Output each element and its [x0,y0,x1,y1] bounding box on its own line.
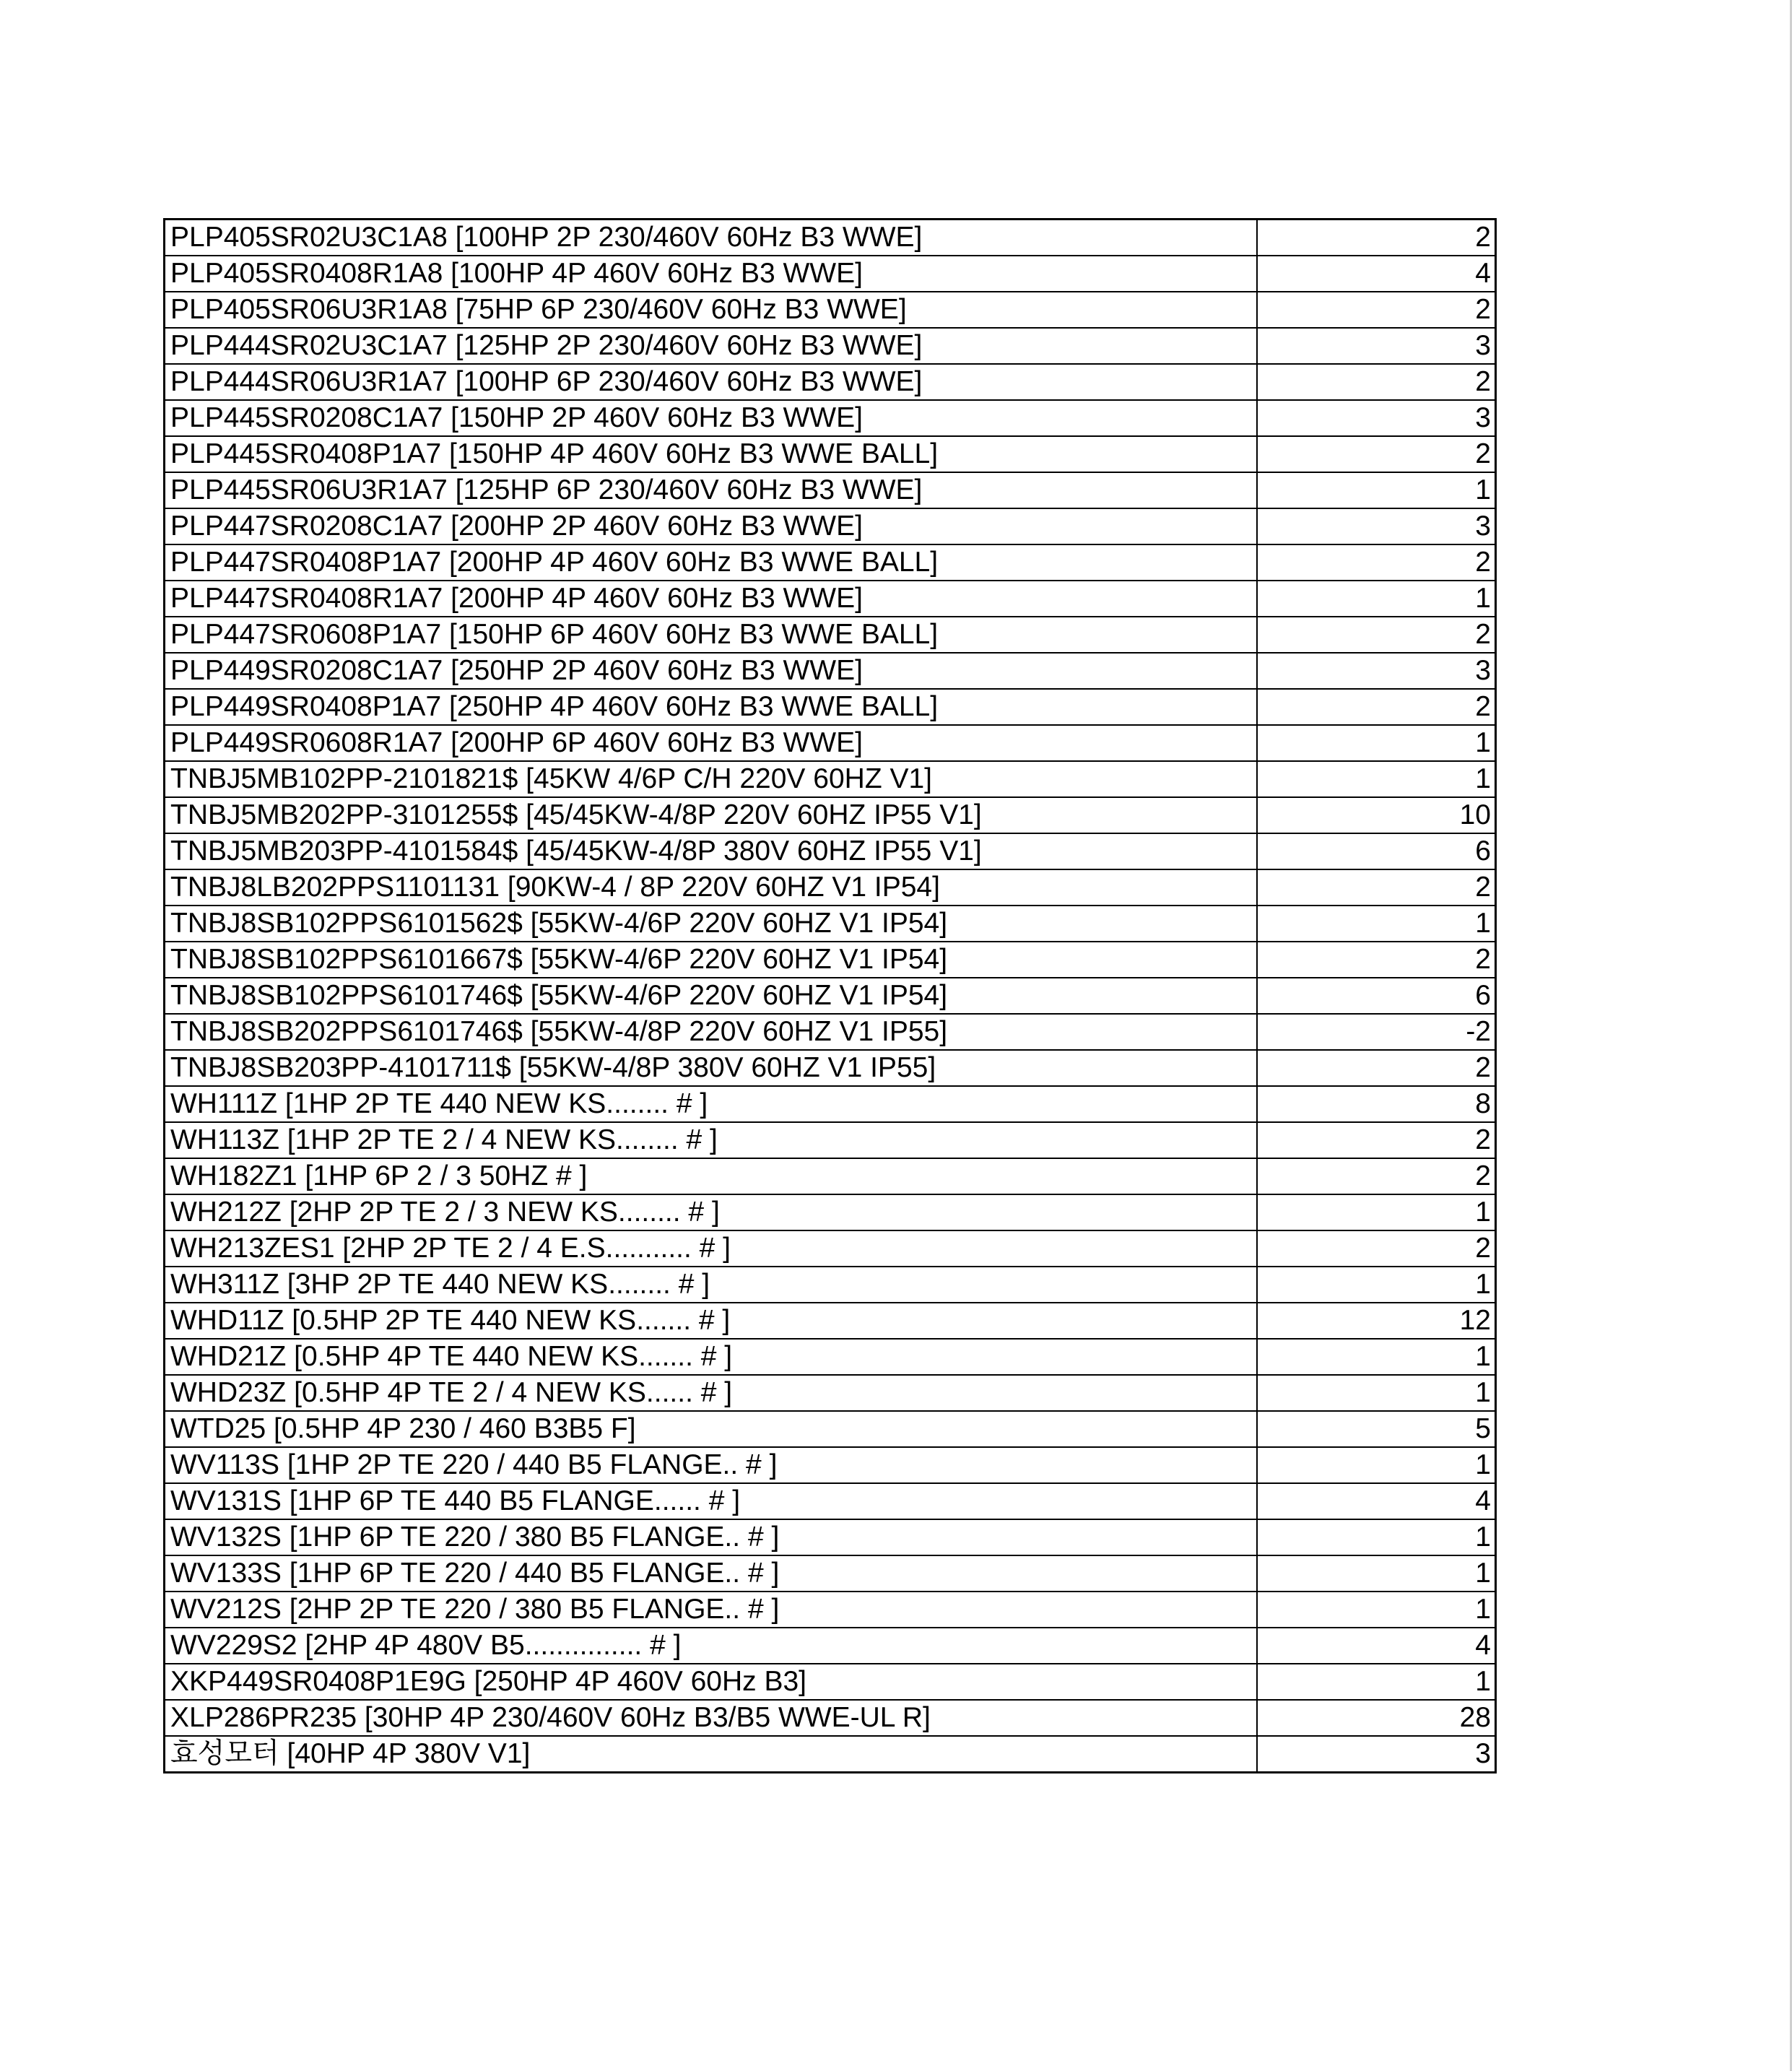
quantity-cell: 2 [1257,544,1496,581]
table-row [165,1303,1496,1339]
item-description-cell: WV131S [1HP 6P TE 440 B5 FLANGE...... # ] [165,1483,1258,1519]
table-row [165,725,1496,761]
item-description-cell: PLP449SR0608R1A7 [200HP 6P 460V 60Hz B3 WWE] [165,725,1258,761]
item-description-cell: WHD23Z [0.5HP 4P TE 2 / 4 NEW KS...... # ] [165,1375,1258,1411]
table-row [165,1447,1496,1483]
item-description-cell: TNBJ8SB202PPS6101746$ [55KW-4/8P 220V 60HZ V1 IP55] [165,1014,1258,1050]
table-row [165,1158,1496,1194]
item-description-cell: PLP405SR0408R1A8 [100HP 4P 460V 60Hz B3 WWE] [165,256,1258,292]
quantity-cell: 3 [1257,1736,1496,1773]
quantity-cell: 4 [1257,256,1496,292]
quantity-cell: 6 [1257,833,1496,869]
table-row [165,1519,1496,1555]
quantity-cell: 2 [1257,1230,1496,1267]
item-description-cell: WV229S2 [2HP 4P 480V B5............... # ] [165,1628,1258,1664]
table-row [165,544,1496,581]
item-description-cell: WTD25 [0.5HP 4P 230 / 460 B3B5 F] [165,1411,1258,1447]
item-description-cell: PLP449SR0208C1A7 [250HP 2P 460V 60Hz B3 WWE] [165,653,1258,689]
item-description-cell: PLP447SR0608P1A7 [150HP 6P 460V 60Hz B3 WWE BALL] [165,617,1258,653]
item-description-cell: TNBJ5MB202PP-3101255$ [45/45KW-4/8P 220V 60HZ IP55 V1] [165,797,1258,833]
table-row [165,906,1496,942]
item-description-cell: TNBJ8SB102PPS6101667$ [55KW-4/6P 220V 60HZ V1 IP54] [165,942,1258,978]
quantity-cell: 2 [1257,292,1496,328]
table-row [165,1050,1496,1086]
table-row [165,1664,1496,1700]
item-description-cell: WH311Z [3HP 2P TE 440 NEW KS........ # ] [165,1267,1258,1303]
quantity-cell: 4 [1257,1483,1496,1519]
quantity-cell: 2 [1257,436,1496,472]
table-row [165,1483,1496,1519]
quantity-cell: 6 [1257,978,1496,1014]
table-row [165,1411,1496,1447]
quantity-cell: 2 [1257,364,1496,400]
table-row [165,1736,1496,1773]
quantity-cell: 5 [1257,1411,1496,1447]
quantity-cell: -2 [1257,1014,1496,1050]
quantity-cell: 1 [1257,1447,1496,1483]
table-row [165,256,1496,292]
item-description-cell: PLP445SR06U3R1A7 [125HP 6P 230/460V 60Hz B3 WWE] [165,472,1258,508]
quantity-cell: 1 [1257,1555,1496,1592]
table-row [165,761,1496,797]
inventory-table-body [165,220,1496,1773]
quantity-cell: 28 [1257,1700,1496,1736]
item-description-cell: WH111Z [1HP 2P TE 440 NEW KS........ # ] [165,1086,1258,1122]
item-description-cell: PLP444SR06U3R1A7 [100HP 6P 230/460V 60Hz B3 WWE] [165,364,1258,400]
quantity-cell: 10 [1257,797,1496,833]
table-row [165,581,1496,617]
table-row [165,797,1496,833]
item-description-cell: WV132S [1HP 6P TE 220 / 380 B5 FLANGE.. # ] [165,1519,1258,1555]
item-description-cell: TNBJ8LB202PPS1101131 [90KW-4 / 8P 220V 60HZ V1 IP54] [165,869,1258,906]
item-description-cell: PLP449SR0408P1A7 [250HP 4P 460V 60Hz B3 WWE BALL] [165,689,1258,725]
item-description-cell: PLP405SR06U3R1A8 [75HP 6P 230/460V 60Hz B3 WWE] [165,292,1258,328]
item-description-cell: PLP445SR0408P1A7 [150HP 4P 460V 60Hz B3 WWE BALL] [165,436,1258,472]
quantity-cell: 8 [1257,1086,1496,1122]
item-description-cell: TNBJ5MB203PP-4101584$ [45/45KW-4/8P 380V 60HZ IP55 V1] [165,833,1258,869]
item-description-cell: PLP447SR0408P1A7 [200HP 4P 460V 60Hz B3 WWE BALL] [165,544,1258,581]
item-description-cell: WH212Z [2HP 2P TE 2 / 3 NEW KS........ # ] [165,1194,1258,1230]
quantity-cell: 12 [1257,1303,1496,1339]
table-row [165,436,1496,472]
item-description-cell: WV113S [1HP 2P TE 220 / 440 B5 FLANGE.. # ] [165,1447,1258,1483]
quantity-cell: 2 [1257,869,1496,906]
table-row [165,1555,1496,1592]
table-row [165,1014,1496,1050]
quantity-cell: 2 [1257,220,1496,256]
quantity-cell: 1 [1257,1194,1496,1230]
quantity-cell: 1 [1257,761,1496,797]
quantity-cell: 4 [1257,1628,1496,1664]
item-description-cell: PLP444SR02U3C1A7 [125HP 2P 230/460V 60Hz B3 WWE] [165,328,1258,364]
table-row [165,364,1496,400]
quantity-cell: 1 [1257,581,1496,617]
quantity-cell: 1 [1257,472,1496,508]
item-description-cell: WH113Z [1HP 2P TE 2 / 4 NEW KS........ # ] [165,1122,1258,1158]
item-description-cell: XLP286PR235 [30HP 4P 230/460V 60Hz B3/B5 WWE-UL R] [165,1700,1258,1736]
item-description-cell: WH213ZES1 [2HP 2P TE 2 / 4 E.S........... # ] [165,1230,1258,1267]
quantity-cell: 3 [1257,400,1496,436]
table-row [165,328,1496,364]
quantity-cell: 2 [1257,1050,1496,1086]
quantity-cell: 1 [1257,1339,1496,1375]
quantity-cell: 2 [1257,689,1496,725]
item-description-cell: WV133S [1HP 6P TE 220 / 440 B5 FLANGE.. # ] [165,1555,1258,1592]
quantity-cell: 1 [1257,906,1496,942]
table-row [165,508,1496,544]
table-row [165,1592,1496,1628]
table-row [165,220,1496,256]
table-row [165,292,1496,328]
item-description-cell: WHD11Z [0.5HP 2P TE 440 NEW KS....... # ] [165,1303,1258,1339]
item-description-cell: PLP447SR0208C1A7 [200HP 2P 460V 60Hz B3 WWE] [165,508,1258,544]
table-row [165,1230,1496,1267]
item-description-cell: PLP447SR0408R1A7 [200HP 4P 460V 60Hz B3 WWE] [165,581,1258,617]
item-description-cell: 효성모터 [40HP 4P 380V V1] [165,1736,1258,1773]
table-row [165,1628,1496,1664]
item-description-cell: TNBJ5MB102PP-2101821$ [45KW 4/6P C/H 220V 60HZ V1] [165,761,1258,797]
quantity-cell: 1 [1257,1375,1496,1411]
table-row [165,1267,1496,1303]
quantity-cell: 3 [1257,328,1496,364]
quantity-cell: 1 [1257,1664,1496,1700]
table-row [165,400,1496,436]
item-description-cell: TNBJ8SB102PPS6101746$ [55KW-4/6P 220V 60HZ V1 IP54] [165,978,1258,1014]
inventory-table [163,218,1497,1773]
table-row [165,942,1496,978]
item-description-cell: TNBJ8SB203PP-4101711$ [55KW-4/8P 380V 60HZ V1 IP55] [165,1050,1258,1086]
quantity-cell: 2 [1257,1158,1496,1194]
table-row [165,1375,1496,1411]
table-row [165,689,1496,725]
table-row [165,653,1496,689]
item-description-cell: WH182Z1 [1HP 6P 2 / 3 50HZ # ] [165,1158,1258,1194]
table-row [165,1122,1496,1158]
quantity-cell: 2 [1257,1122,1496,1158]
table-row [165,1086,1496,1122]
quantity-cell: 3 [1257,508,1496,544]
item-description-cell: XKP449SR0408P1E9G [250HP 4P 460V 60Hz B3] [165,1664,1258,1700]
table-row [165,1194,1496,1230]
item-description-cell: TNBJ8SB102PPS6101562$ [55KW-4/6P 220V 60HZ V1 IP54] [165,906,1258,942]
item-description-cell: WV212S [2HP 2P TE 220 / 380 B5 FLANGE.. # ] [165,1592,1258,1628]
table-row [165,978,1496,1014]
quantity-cell: 1 [1257,1267,1496,1303]
table-row [165,472,1496,508]
table-row [165,1339,1496,1375]
table-row [165,833,1496,869]
item-description-cell: PLP445SR0208C1A7 [150HP 2P 460V 60Hz B3 WWE] [165,400,1258,436]
table-row [165,869,1496,906]
quantity-cell: 1 [1257,725,1496,761]
quantity-cell: 2 [1257,942,1496,978]
item-description-cell: WHD21Z [0.5HP 4P TE 440 NEW KS....... # ] [165,1339,1258,1375]
quantity-cell: 3 [1257,653,1496,689]
quantity-cell: 2 [1257,617,1496,653]
quantity-cell: 1 [1257,1519,1496,1555]
table-row [165,1700,1496,1736]
table-row [165,617,1496,653]
item-description-cell: PLP405SR02U3C1A8 [100HP 2P 230/460V 60Hz B3 WWE] [165,220,1258,256]
quantity-cell: 1 [1257,1592,1496,1628]
